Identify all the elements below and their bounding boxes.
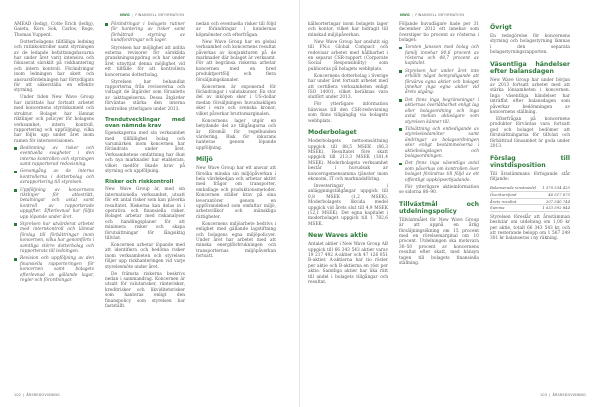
paragraph: Styrelsen har möjlighet att anlita externa revisorer för särskilda granskningsuppdrag och har under året utnyttjat denna möjlighet vid ett tillfälle för att kontrollera koncernens dotterbolag. bbox=[105, 45, 185, 78]
bullet-item: Styrelsen har utvärderat arbetet med internkontroll och lämnat förslag till förbättringar inom koncernen, vilka har genomförts i samtliga större dotterbolag och rapporterats till ledningen. bbox=[14, 222, 94, 254]
appropriation-table bbox=[490, 185, 570, 211]
paragraph: För ytterligare information hänvisas till den CSR-redovisning som finns tillgänglig via bolagets webbplats. bbox=[308, 102, 388, 124]
table-row bbox=[490, 198, 570, 205]
bullet-item: Det finns inga väsentliga avtal som påverkas om kontrollen över bolaget förändras till följd av ett offentligt uppköpserbjudande. bbox=[399, 161, 479, 183]
table-row bbox=[490, 205, 570, 212]
table-cell-value: 1 633 592 844 bbox=[540, 205, 570, 212]
section-heading: Övrigt bbox=[490, 24, 512, 31]
section-heading: Väsentliga händelser efter balansdagen bbox=[490, 60, 570, 75]
bullet-item: Det finns inga begränsningar i aktiernas överlåtbarhet enligt lag eller bolagsordning och inga avtal mellan aktieägare som styrelsen känner till. bbox=[399, 98, 479, 125]
bullet-item: Bedömning av risker och eventuella svagheter i den interna kontrollen och styrningen samt rapporterad redovisning. bbox=[14, 146, 94, 168]
section-heading: New Waves aktie bbox=[308, 232, 368, 240]
header-section: FINANSIELL INFORMATION bbox=[415, 13, 465, 17]
bullet-item: Genomgång av de interna kontrollerna i dotterbolag och avrapportering till styrelsen. bbox=[14, 169, 94, 185]
paragraph: Koncernen arbetar löpande med att identifiera och bedöma risker inom verksamheten och styrelsen följer upp riskhanteringen vid varje styrelsemöte under året. bbox=[105, 243, 185, 270]
paragraph: Styrelsen har behandlat rapporterna från revisorerna och vidtagit de åtgärder som föranletts av iakttagelserna. Dessa åtgärder förväntas stärka den interna kontrollen ytterligare under 2013. bbox=[105, 79, 185, 112]
section-heading: Tillväxtmål och utdelningspolicy bbox=[399, 200, 479, 215]
paragraph: Tillväxtmålet för New Wave Group är att uppnå en årlig försäljningsökning om 15 procent med en rörelsemarginal om 10 procent. Utdelningen ska motsvara 30–50 procent av koncernens resultat efter skatt, med hänsyn tagen till bolagets finansiella ställning. bbox=[399, 217, 479, 267]
paragraph: De främsta riskerna beskrivs nedan i sammandrag. Koncernen är utsatt för valutarisker, ränterisker, kreditrisker och likviditetsrisker som hanteras enligt den finanspolicy som styrelsen har fastställt. bbox=[105, 271, 185, 310]
page-footer: 102 | ÅRSREDOVISNING bbox=[14, 393, 60, 397]
text-column-4 bbox=[308, 22, 388, 287]
table-cell-value: 1 379 534 425 bbox=[540, 185, 570, 191]
table-cell-value: 207 540 744 bbox=[540, 198, 570, 205]
paragraph: För ytterligare aktieinformation se sidorna 86–90. bbox=[399, 184, 479, 196]
paragraph: Moderbolagets nettoomsättning uppgick till 88,5 MSEK (86,3 MSEK). Resultatet före skatt uppgick till 213,3 MSEK (181,4 MSEK). Moderbolagets verksamhet består i huvudsak av koncerngemensamma tjänster inom ekonomi, IT och marknadsföring. bbox=[308, 139, 388, 182]
text-column-1 bbox=[14, 22, 94, 285]
section-heading: Förslag till vinstdisposition bbox=[490, 154, 570, 169]
paragraph: En redogörelse för koncernens styrning och bolagsstyrning lämnas i den separata bolagsstyrningsrapporten. bbox=[490, 34, 570, 56]
text-column-3 bbox=[196, 22, 276, 261]
paragraph: källsorteringar inom bolagets lager och kontor, vilket har bidragit till minskad miljöpåverkan. bbox=[308, 22, 388, 38]
paragraph: Dotterbolagens tillfälliga ledning och rutinkontroller samt styrningen av de ledande befattningshavarna har under året varit intensiva och fokuserat särskilt på riskhantering och intern kontroll. Förändringar inom ledningen har skett och ansvarsfördelningen har förtydligats för att säkerställa en effektiv styrning. bbox=[14, 39, 94, 94]
paragraph: Följande huvudägare hade per 31 december 2012 ett innehav som överstiger tio procent av rösterna i bolaget: bbox=[399, 22, 479, 44]
table-cell-value: 46 517 675 bbox=[540, 191, 570, 198]
paragraph: Egenskaperna med sin verksamhet med tillfällighet bolag och varumärken inom koncernen har förändrats under året. Verksamhetens omfattning har ökat och nya marknader har etablerats, vilket medför ökade krav på styrning och uppföljning. bbox=[105, 131, 185, 174]
bullet-item: Revision och uppföljning av den finansiella rapporteringen för koncernen samt bolagets efterlevnad av gällande lagar, regler och förordningar. bbox=[14, 256, 94, 283]
header-brand: NWG bbox=[400, 13, 410, 17]
section-heading: Trendutvecklingar med ovan nämnda krav bbox=[105, 117, 185, 130]
paragraph: Antalet aktier i New Wave Group AB uppgick till 66 343 543 aktier varav 19 217 492 A-aktier och 47 126 051 B-aktier. A-aktierna har tio röster per aktie och B-aktierna en röst per aktie. Samtliga aktier har lika rätt till andel i bolagets tillgångar och resultat. bbox=[308, 242, 388, 286]
page-footer: 103 | ÅRSREDOVISNING bbox=[540, 393, 586, 397]
table-cell-label: Överkursfond bbox=[490, 191, 540, 198]
paragraph: New Wave Group har ett ansvar att försöka minska sin miljöpåverkan i hela värdekedjan och arbetar aktivt med frågor om transporter, emballage och produktionsmetoder. Koncernen ställer krav på sina leverantörer genom en uppförandekod som omfattar miljö, arbetsvillkor och mänskliga rättigheter. bbox=[196, 166, 276, 220]
paragraph: nedan och eventuella risker till följd av förändringar i kundernas köpmönster och efterfrågan. bbox=[196, 22, 276, 38]
table-row bbox=[490, 185, 570, 191]
bullet-item: Uppföljning av koncernens riktlinjer för attesträtt, betalningar och avtal samt kontroll av rapporterade uppgifter. Efterlevnad har följts upp löpande under året. bbox=[14, 188, 94, 220]
page-header: NWG | FINANSIELL INFORMATION bbox=[400, 13, 465, 17]
paragraph: Styrelsen föreslår att årsstämman beslutar om utdelning om 1,00 kr per aktie, totalt 66 343 543 kr, och att resterande belopp om 1 567 249 301 kr balanseras i ny räkning. bbox=[490, 214, 570, 242]
paragraph: New Wave Group har en global verksamhet och koncernens resultat påverkas av konjunkturen på de marknader där bolaget är verksamt. För att begränsa riskerna arbetar koncernen med en bred produktportfölj och flera försäljningskanaler. bbox=[196, 39, 276, 83]
bullet-item: Förändringar i bolagets rutiner för hantering av risker samt förbättrad styrning av kundfordringar och lager. bbox=[105, 22, 185, 44]
right-page bbox=[300, 0, 600, 407]
paragraph: Efterfrågan på koncernens produkter förväntas vara fortsatt god och bolaget bedömer att förutsättningarna för tillväxt och förbättrad lönsamhet är goda under 2013. bbox=[490, 117, 570, 150]
footer-title: ÅRSREDOVISNING bbox=[26, 393, 60, 397]
section-heading: Miljö bbox=[196, 156, 213, 164]
text-column-5 bbox=[399, 22, 479, 268]
page-header: NWG | FINANSIELL INFORMATION bbox=[120, 13, 185, 17]
page-number: 103 bbox=[540, 393, 548, 397]
section-heading: Moderbolaget bbox=[308, 129, 357, 137]
header-section: FINANSIELL INFORMATION bbox=[135, 13, 185, 17]
bullet-item: Styrelsen har under året inte erhållit något bemyndigande att förvärva egna aktier och bolaget innehar inga egna aktier vid årets utgång. bbox=[399, 69, 479, 96]
bullet-item: Torsten Jansson med bolag och familj innehar 80,6 procent av rösterna och 48,7 procent av kapitalet. bbox=[399, 45, 479, 67]
text-column-2 bbox=[105, 22, 185, 311]
paragraph: New Wave Group är, med sin internationella verksamhet, utsatt för ett antal risker som kan påverka resultatet. Riskerna kan delas in i operativa och finansiella risker. Bolaget arbetar med riskanalyser och handlingsplaner för att minimera risker och skapa förutsättningar för långsiktig tillväxt. bbox=[105, 187, 185, 241]
paragraph: Investeringar i anläggningstillgångar uppgick till 0,8 MSEK (1,2 MSEK). Moderbolagets likvida medel uppgick vid årets slut till 4,9 MSEK (12,1 MSEK). Det egna kapitalet i moderbolaget uppgick till 1 782,6 MSEK. bbox=[308, 183, 388, 227]
paragraph: Koncernen är exponerad för förändringar i valutakurser. En stor del av inköpen sker i US-dollar medan försäljningen huvudsakligen sker i euro och svenska kronor, vilket påverkar bruttomarginalen. bbox=[196, 84, 276, 117]
table-cell-label: Balanserade vinstmedel bbox=[490, 185, 540, 191]
paragraph: New Wave Group har under början av 2013 fortsatt arbetet med att stärka lönsamheten i koncernen. Inga väsentliga händelser har inträffat efter balansdagen som påverkar bedömningen av koncernens ställning. bbox=[490, 77, 570, 116]
header-brand: NWG bbox=[120, 13, 130, 17]
footer-title: ÅRSREDOVISNING bbox=[552, 393, 586, 397]
paragraph: AMEAD (ledig), Cotte Erich (ledig), Gaieta, Kors Sok, Carlos, Roge, Thomas Vuppent. bbox=[14, 22, 94, 38]
table-cell-label: Årets resultat bbox=[490, 198, 540, 205]
paragraph: Koncernens lager utgör en betydande del av tillgångarna och är föremål för regelbunden värdering. Risk för inkurans hanteras genom löpande uppföljning. bbox=[196, 118, 276, 151]
paragraph: Under tiden New Wave Group har inrättats har fortsatt arbetet med koncernens styrdokument och struktur. Bolaget har lämnat riktlinjer och policyer för bolagens verksamhet, intern kontroll, rapportering och uppföljning, vilka har följts upp under året inom ramen för internrevisionen. bbox=[14, 95, 94, 144]
section-heading: Risker och riskkontroll bbox=[105, 179, 174, 186]
bullet-item: Tillsättning och entledigande av styrelseledamöter samt ändringar av bolagsordningen sker enligt bestämmelserna i aktiebolagslagen och bolagsordningen. bbox=[399, 127, 479, 159]
table-row bbox=[490, 191, 570, 198]
paragraph: New Wave Group har anslutit sig till FN:s Global Compact och redovisar arbetet med hållbarhet i en separat CSR-rapport (Corporate Social Responsibility) som publiceras på bolagets webbplats. bbox=[308, 39, 388, 72]
table-cell-label: Summa bbox=[490, 205, 540, 212]
paragraph: Koncernens dotterbolag i Sverige har under året fortsatt arbetet med att certifiera verksamheten enligt ISO 14001, vilket beräknas vara slutfört under 2013. bbox=[308, 73, 388, 101]
paragraph: Koncernens miljöarbete bedrivs i enlighet med gällande lagstiftning och bolagens egna miljöpolicyer. Under året har arbetet med att minska energiförbrukningen och transporternas miljöpåverkan fortsatt. bbox=[196, 221, 276, 260]
text-column-6 bbox=[490, 22, 570, 243]
page-number: 102 bbox=[14, 393, 22, 397]
paragraph: Till årsstämmans förfogande står följande: bbox=[490, 171, 570, 182]
